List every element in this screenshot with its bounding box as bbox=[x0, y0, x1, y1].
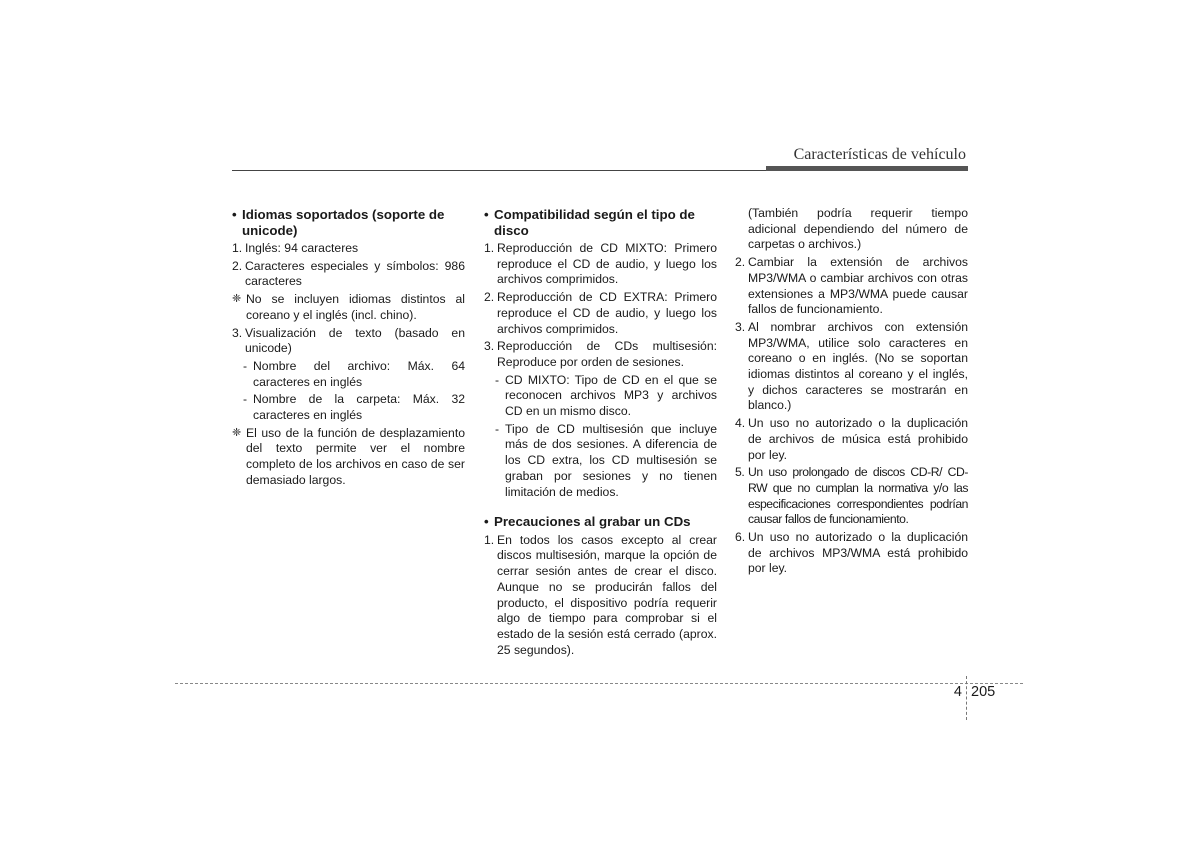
list-number: 6. bbox=[735, 530, 746, 545]
list-item bbox=[484, 533, 717, 659]
list-text: Reproducción de CD MIXTO: Primero reproduce el CD de audio, y luego los archivos comprimidos. bbox=[497, 241, 717, 287]
section-title-compatibilidad: • Compatibilidad según el tipo de disco bbox=[484, 207, 717, 238]
note-item bbox=[232, 292, 465, 323]
column-1 bbox=[232, 207, 465, 491]
list-item bbox=[484, 339, 717, 370]
list-number: 2. bbox=[484, 290, 495, 305]
continuation-text: (También podría requerir tiempo adicional dependiendo del número de carpetas o archivos.) bbox=[748, 206, 968, 252]
list-number: 1. bbox=[484, 241, 495, 255]
list-text: Reproducción de CD EXTRA: Primero reproduce el CD de audio, y luego los archivos comprimidos. bbox=[497, 290, 717, 336]
sub-item bbox=[232, 392, 465, 423]
sub-item bbox=[232, 359, 465, 390]
list-number: 2. bbox=[735, 255, 746, 270]
column-2 bbox=[484, 207, 717, 660]
sub-text: Nombre de la carpeta: Máx. 32 caracteres en inglés bbox=[253, 392, 465, 423]
list-number: 1. bbox=[484, 532, 495, 547]
list-number: 4. bbox=[735, 416, 746, 431]
sub-dash: - bbox=[495, 372, 500, 387]
list-item bbox=[735, 416, 968, 463]
note-item bbox=[232, 426, 465, 489]
sub-text: CD MIXTO: Tipo de CD en el que se reconocen archivos MP3 y archivos CD en un mismo disco. bbox=[505, 372, 717, 419]
note-text: No se incluyen idiomas distintos al coreano y el inglés (incl. chino). bbox=[246, 292, 465, 322]
page-number: 205 bbox=[971, 684, 996, 700]
list-text: Caracteres especiales y símbolos: 986 caracteres bbox=[245, 258, 465, 289]
list-text: Al nombrar archivos con extensión MP3/WMA, utilice solo caracteres en coreano o en inglés. (No se soportan idiomas distintos al coreano y el inglés, y dichos caracteres se mostrarán en blanco.) bbox=[748, 319, 968, 413]
list-item bbox=[232, 241, 465, 257]
section-title-idiomas: • Idiomas soportados (soporte de unicode) bbox=[232, 207, 465, 238]
sub-text: Nombre del archivo: Máx. 64 caracteres en inglés bbox=[253, 358, 465, 389]
sub-item bbox=[484, 422, 717, 501]
list-text: Un uso no autorizado o la duplicación de archivos de música está prohibido por ley. bbox=[748, 416, 968, 462]
list-text: Visualización de texto (basado en unicode) bbox=[245, 325, 465, 356]
list-text: En todos los casos excepto al crear discos multisesión, marque la opción de cerrar sesión antes de crear el disco. Aunque no se producirán fallos del producto, el dispositivo podría requerir algo de tiempo para comprobar si el estado de la sesión está cerrado (aprox. 25 segundos). bbox=[497, 532, 717, 657]
list-item bbox=[735, 255, 968, 318]
list-item bbox=[232, 259, 465, 290]
chapter-number: 4 bbox=[953, 684, 962, 700]
note-mark-icon: ❈ bbox=[232, 293, 242, 306]
list-item bbox=[735, 530, 968, 577]
list-number: 3. bbox=[232, 325, 243, 340]
section-title-precauciones: • Precauciones al grabar un CDs bbox=[484, 514, 717, 530]
note-text: El uso de la función de desplazamiento del texto permite ver el nombre completo de los archivos en caso de ser demasiado largos. bbox=[246, 425, 465, 487]
list-item bbox=[484, 241, 717, 288]
list-number: 3. bbox=[735, 319, 746, 334]
sub-dash: - bbox=[243, 392, 248, 407]
list-number: 5. bbox=[735, 465, 745, 480]
column-3 bbox=[735, 206, 968, 579]
footer-rule bbox=[175, 683, 1023, 684]
list-item bbox=[735, 320, 968, 414]
list-item bbox=[484, 290, 717, 337]
list-text: Cambiar la extensión de archivos MP3/WMA o cambiar archivos con otras extensiones a MP3/WMA puede causar fallos de funcionamiento. bbox=[748, 255, 968, 317]
list-item bbox=[735, 465, 968, 528]
list-item bbox=[232, 326, 465, 357]
sub-text: Tipo de CD multisesión que incluye más de dos sesiones. A diferencia de los CD extra, los CD multisesión se graban por sesiones y no tienen limitación de medios. bbox=[505, 421, 717, 499]
list-number: 3. bbox=[484, 339, 495, 354]
note-mark-icon: ❈ bbox=[232, 426, 242, 439]
list-text: Un uso no autorizado o la duplicación de archivos MP3/WMA está prohibido por ley. bbox=[748, 530, 968, 576]
list-number: 2. bbox=[232, 258, 243, 273]
list-number: 1. bbox=[232, 241, 243, 255]
sub-dash: - bbox=[243, 358, 248, 373]
page-header-title: Características de vehículo bbox=[793, 146, 966, 163]
header-rule-accent bbox=[766, 166, 968, 171]
list-text: Inglés: 94 caracteres bbox=[245, 241, 359, 255]
page-divider bbox=[966, 676, 967, 720]
sub-item bbox=[484, 373, 717, 420]
sub-dash: - bbox=[495, 421, 500, 436]
list-text: Un uso prolongado de discos CD-R/ CD-RW que no cumplan la normativa y/o las especificaciones correspondientes podrían causar fallos de funcionamiento. bbox=[748, 465, 968, 527]
list-text: Reproducción de CDs multisesión: Reproduce por orden de sesiones. bbox=[497, 339, 717, 369]
